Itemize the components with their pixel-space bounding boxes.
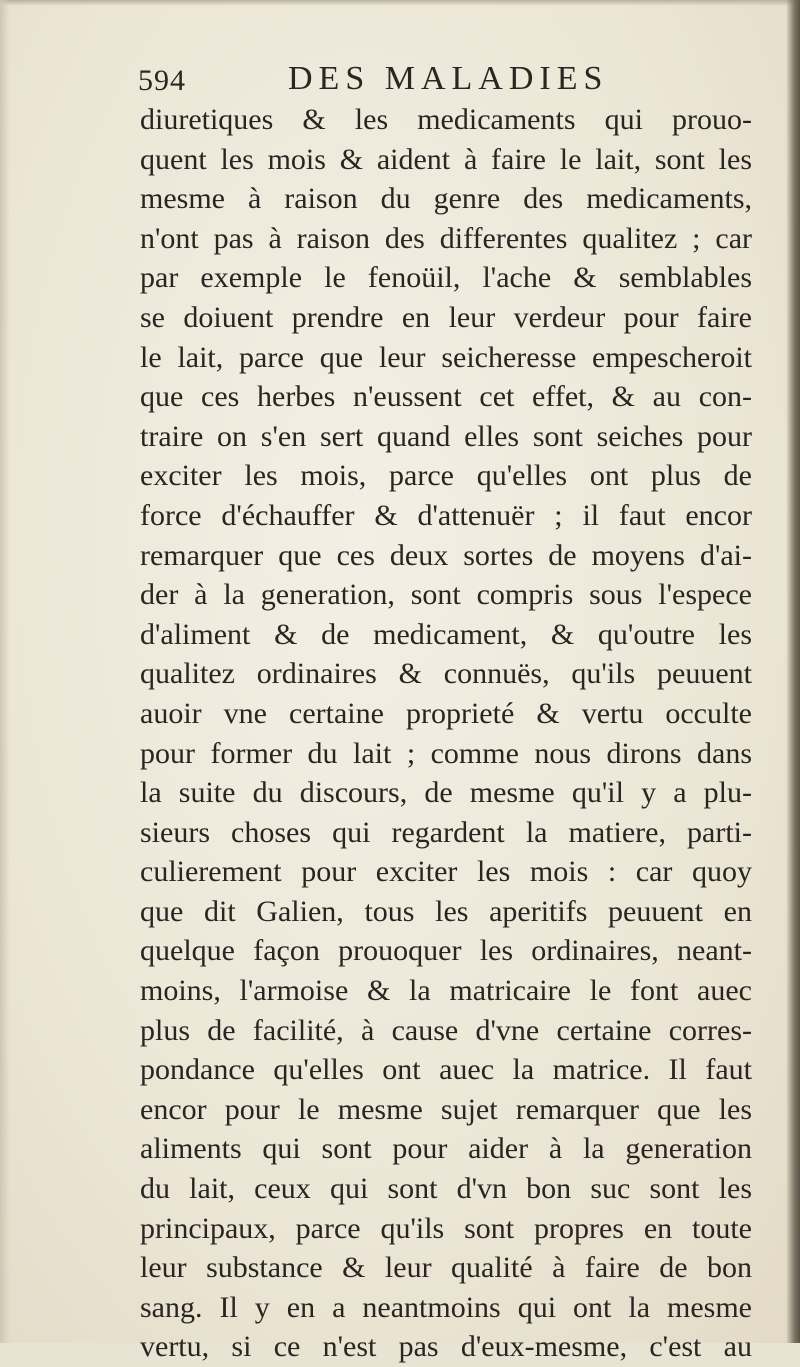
text-line: le lait, parce que leur seicheresse empescheroit xyxy=(140,340,752,374)
text-line: pour former du lait ; comme nous dirons dans xyxy=(140,736,752,770)
text-line: culierement pour exciter les mois : car quoy xyxy=(140,855,752,889)
text-line: pondance qu'elles ont auec la matrice. Il faut xyxy=(140,1053,752,1087)
text-line: exciter les mois, parce qu'elles ont plus de xyxy=(140,459,752,493)
running-title: DES MALADIES xyxy=(288,60,609,97)
page-left-edge xyxy=(0,0,10,1343)
text-line: remarquer que ces deux sortes de moyens d'ai- xyxy=(140,538,752,572)
text-line: mesme à raison du genre des medicaments, xyxy=(140,182,752,216)
text-line: auoir vne certaine proprieté & vertu occulte xyxy=(140,696,752,730)
text-line: vertu, si ce n'est pas d'eux-mesme, c'est au xyxy=(140,1330,752,1364)
text-line: n'ont pas à raison des differentes qualitez ; car xyxy=(140,221,752,255)
text-line: la suite du discours, de mesme qu'il y a plu- xyxy=(140,776,752,810)
page-top-edge xyxy=(0,0,800,6)
text-line: plus de facilité, à cause d'vne certaine corres- xyxy=(140,1013,752,1047)
text-line: der à la generation, sont compris sous l'espece xyxy=(140,578,752,612)
page-header xyxy=(138,58,748,98)
text-line: aliments qui sont pour aider à la generation xyxy=(140,1132,752,1166)
text-line: d'aliment & de medicament, & qu'outre les xyxy=(140,617,752,651)
text-line: par exemple le fenoüil, l'ache & semblables xyxy=(140,261,752,295)
body-text xyxy=(140,100,752,1367)
text-line: du lait, ceux qui sont d'vn bon suc sont les xyxy=(140,1172,752,1206)
text-line: quelque façon prouoquer les ordinaires, neant- xyxy=(140,934,752,968)
page-number: 594 xyxy=(138,64,186,97)
text-line: sang. Il y en a neantmoins qui ont la mesme xyxy=(140,1290,752,1324)
text-line: encor pour le mesme sujet remarquer que les xyxy=(140,1092,752,1126)
page-binding-shadow xyxy=(786,0,800,1343)
text-line: qualitez ordinaires & connuës, qu'ils peuuent xyxy=(140,657,752,691)
text-line: principaux, parce qu'ils sont propres en toute xyxy=(140,1211,752,1245)
text-line: moins, l'armoise & la matricaire le font auec xyxy=(140,974,752,1008)
text-line: diuretiques & les medicaments qui prouo- xyxy=(140,103,752,136)
text-line: que ces herbes n'eussent cet effet, & au con- xyxy=(140,380,752,414)
text-line: quent les mois & aident à faire le lait, sont les xyxy=(140,142,752,176)
text-line: sieurs choses qui regardent la matiere, parti- xyxy=(140,815,752,849)
text-line: que dit Galien, tous les aperitifs peuuent en xyxy=(140,894,752,928)
text-line: leur substance & leur qualité à faire de bon xyxy=(140,1251,752,1285)
text-line: traire on s'en sert quand elles sont seiches pour xyxy=(140,419,752,453)
text-line: se doiuent prendre en leur verdeur pour faire xyxy=(140,300,752,334)
text-line: force d'échauffer & d'attenuër ; il faut encor xyxy=(140,498,752,532)
